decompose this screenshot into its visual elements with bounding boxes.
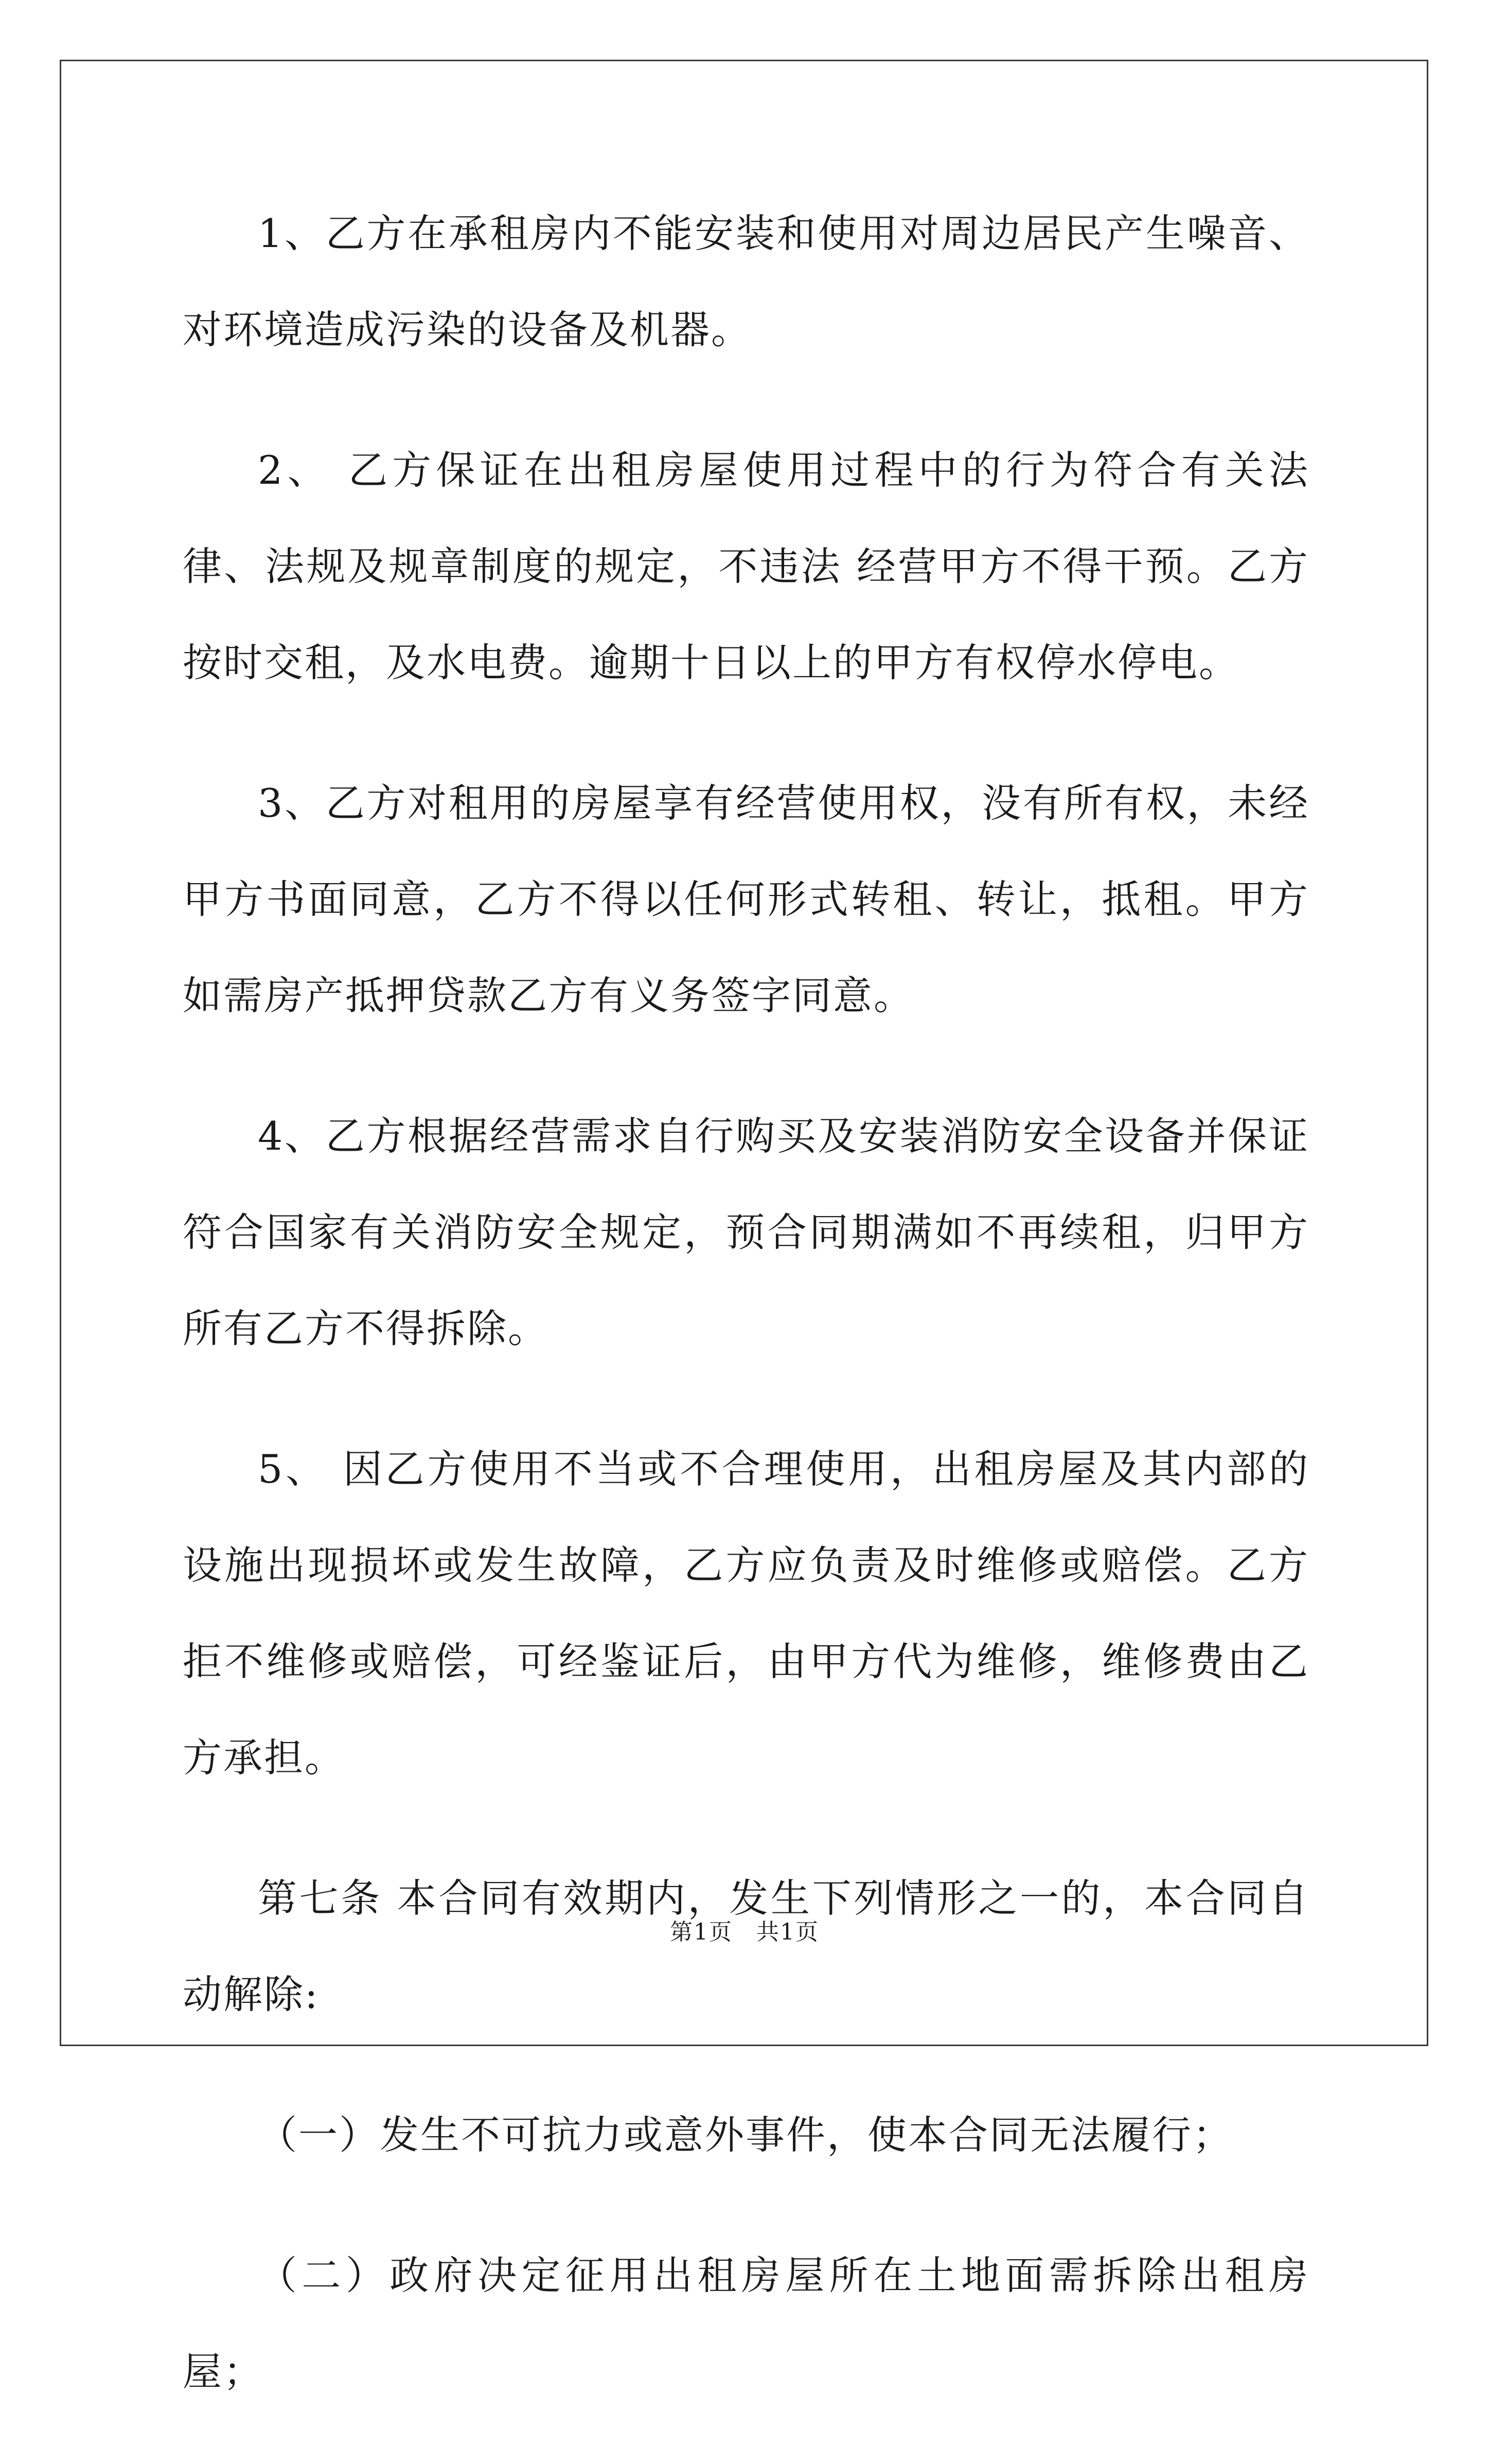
- clause-4-paragraph: 4、乙方根据经营需求自行购买及安装消防安全设备并保证符合国家有关消防安全规定，预合同期满如不再续租，归甲方所有乙方不得拆除。: [183, 1113, 1309, 1351]
- document-body: [183, 185, 1309, 2464]
- clause-1-paragraph: 1、乙方在承租房内不能安装和使用对周边居民产生噪音、对环境造成污染的设备及机器。: [183, 210, 1309, 353]
- article-7-item-2: （二）政府决定征用出租房屋所在土地面需拆除出租房屋；: [183, 2252, 1309, 2395]
- clause-3-paragraph: 3、乙方对租用的房屋享有经营使用权，没有所有权，未经甲方书面同意，乙方不得以任何形式转租、转让，抵租。甲方如需房产抵押贷款乙方有义务签字同意。: [183, 780, 1309, 1018]
- clause-5-paragraph: 5、 因乙方使用不当或不合理使用，出租房屋及其内部的设施出现损坏或发生故障，乙方应负责及时维修或赔偿。乙方拒不维修或赔偿，可经鉴证后，由甲方代为维修，维修费由乙方承担。: [183, 1446, 1309, 1781]
- page-number-footer: 第1页 共1页: [670, 1919, 819, 1945]
- article-7-item-1: （一）发生不可抗力或意外事件，使本合同无法履行；: [258, 2112, 1233, 2158]
- article-7-heading: 第七条 本合同有效期内，发生下列情形之一的，本合同自动解除:: [183, 1875, 1309, 2017]
- clause-2-paragraph: 2、 乙方保证在出租房屋使用过程中的行为符合有关法律、法规及规章制度的规定，不违法 经营甲方不得干预。乙方按时交租，及水电费。逾期十日以上的甲方有权停水停电。: [183, 447, 1309, 685]
